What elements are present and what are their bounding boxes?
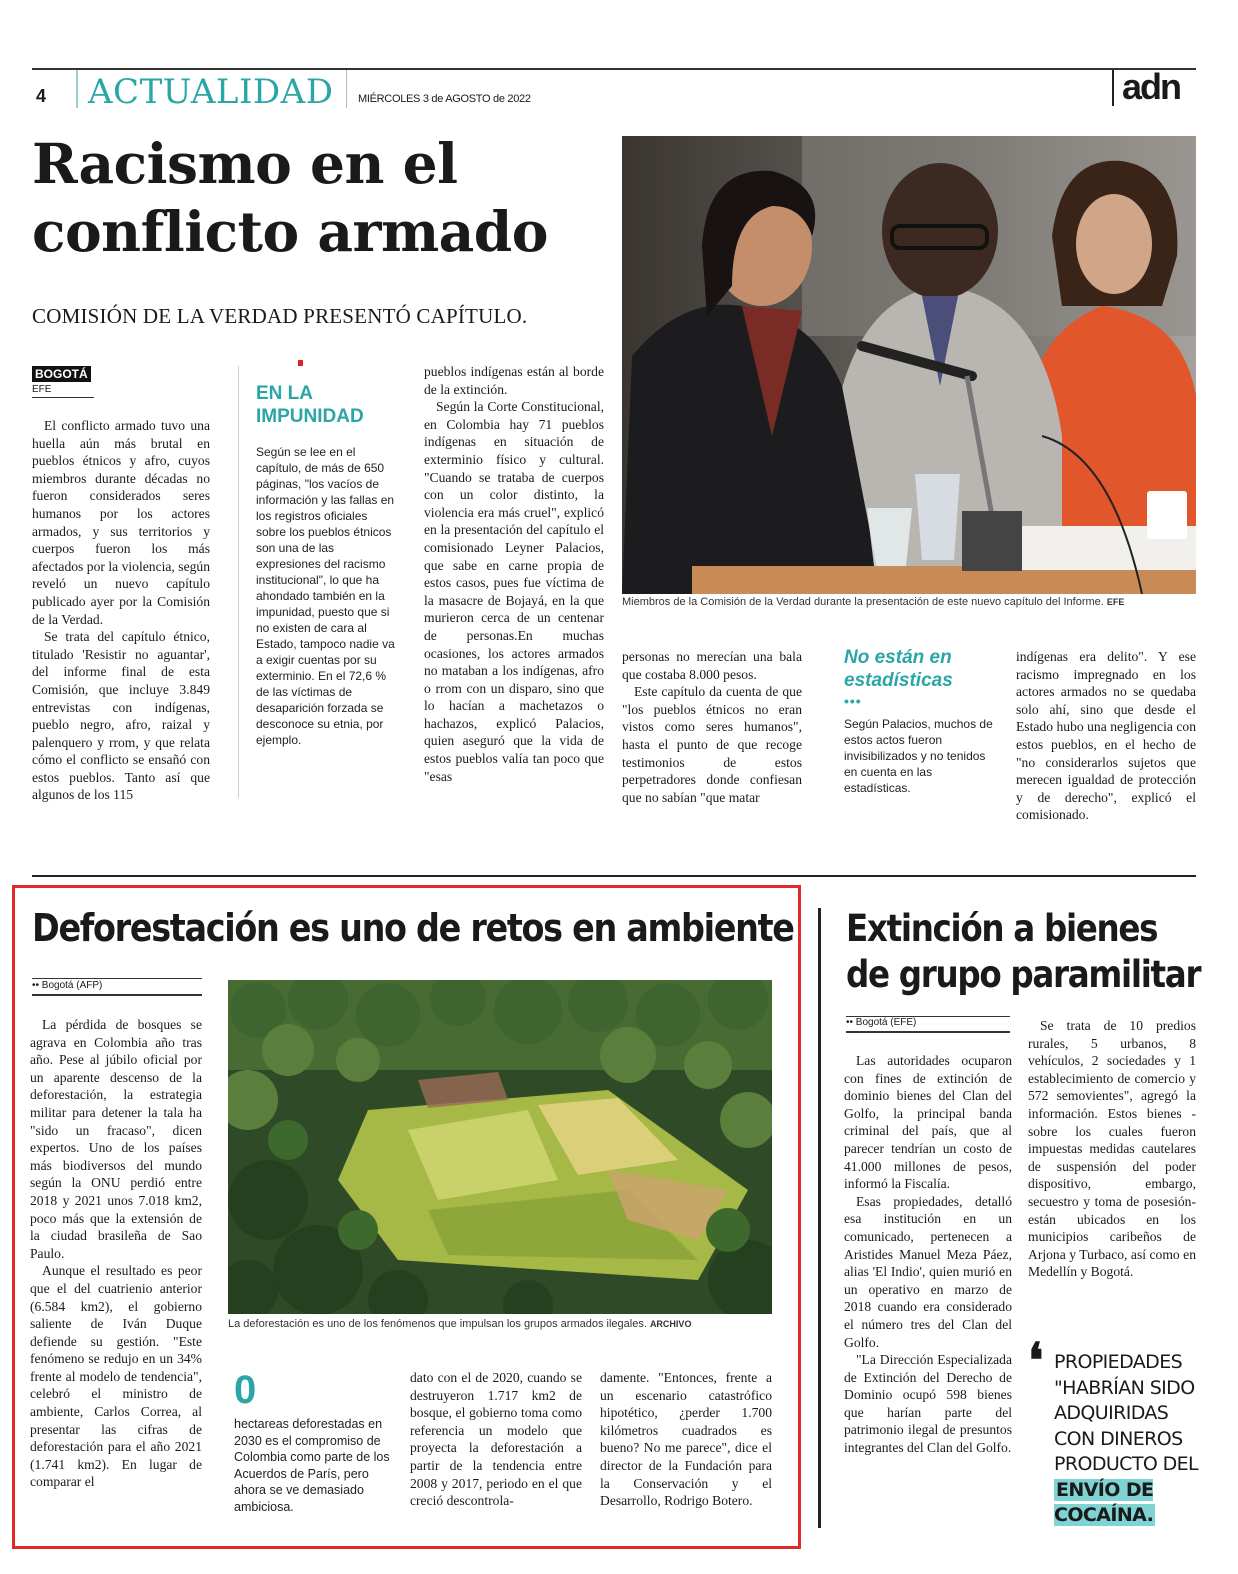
main-column-1 xyxy=(32,417,210,804)
header-rule xyxy=(32,68,1196,70)
dateline: BOGOTÁ xyxy=(32,366,91,382)
pull-quote xyxy=(1054,1350,1204,1529)
forest-aerial-illustration xyxy=(228,980,772,1314)
deforestation-column-3 xyxy=(410,1369,582,1510)
quote-mark-icon: ❛ xyxy=(1028,1335,1044,1388)
paragraph: Aunque el resultado es peor que el del cuatrienio anterior (6.584 km2), el gobierno saliente de Iván Duque defiende su gestión. "Este fenómeno se redujo en un 34% frente al modelo de tendencia", celebró el ministro de ambiente, Carlos Correa, al presentar las cifras de deforestación para el año 2021 (1.741 km2). En lugar de comparar el xyxy=(30,1263,202,1490)
agency-label: EFE xyxy=(32,384,52,395)
main-column-4 xyxy=(622,648,802,806)
paragraph: La pérdida de bosques se agrava en Colombia año tras año. Pese al júbilo oficial por un aparente descenso de la deforestación, la estrategia militar para detener la tala ha "sido un fracaso", dicen expertos. Uno de los países más biodiversos del mundo según la ONU perdió entre 2018 y 2021 unos 7.018 km2, poco más que la extensión de la ciudad brasileña de Sao Paulo. xyxy=(30,1017,202,1261)
byline-rule xyxy=(846,1031,1010,1033)
caption-text: La deforestación es uno de los fenómenos que impulsan los grupos armados ilegales. xyxy=(228,1318,647,1330)
extinction-headline xyxy=(846,906,1200,998)
pull-quote-highlight: ENVÍO DE COCAÍNA. xyxy=(1054,1478,1154,1526)
section-name: ACTUALIDAD xyxy=(88,72,334,112)
headline-line: Extinción a bienes xyxy=(846,907,1158,950)
paragraph: "La Dirección Especializada de Extinción del Derecho de Dominio ocupó 598 bienes que harían parte del patrimonio ilegal de presuntos integrantes del Clan del Golfo. xyxy=(844,1352,1012,1456)
photo-caption-text: Miembros de la Comisión de la Verdad durante la presentación de este nuevo capítulo del Informe. xyxy=(622,596,1104,608)
agency-rule xyxy=(32,397,94,398)
commission-photo-illustration xyxy=(622,136,1196,594)
deforestation-column-4 xyxy=(600,1369,772,1510)
paragraph: Este capítulo da cuenta de que "los pueblos étnicos no eran vistos como seres humanos", hasta el punto de que recoge testimonios de estos perpetradores donde confiesan que no sabían "que matar xyxy=(622,684,802,805)
photo-credit: EFE xyxy=(1106,597,1125,607)
impunity-sidebar-title xyxy=(256,382,386,428)
main-deck: COMISIÓN DE LA VERDAD PRESENTÓ CAPÍTULO. xyxy=(32,304,528,328)
page-number: 4 xyxy=(36,86,47,106)
section-divider xyxy=(76,70,78,108)
paragraph: personas no merecían una bala que costaba 8.000 pesos. xyxy=(622,649,802,682)
paragraph: Se trata del capítulo étnico, titulado 'Resistir no aguantar', del informe final de esta Comisión, que incluye 3.849 entrevistas con indígenas, pueblo negro, afro, raizal y palenquero y rrom, y que relata cómo el conflicto se ensañó con estos pueblos. Tanto así que algunos de los 115 xyxy=(32,629,210,803)
extinction-column-1 xyxy=(844,1052,1012,1457)
stats-dots: ••• xyxy=(844,693,862,709)
main-column-3 xyxy=(424,363,604,785)
section-rule xyxy=(32,875,1196,877)
deforestation-byline: •• Bogotá (AFP) xyxy=(32,980,103,991)
paragraph: indígenas era delito". Y ese racismo impregnado en los actores armados no se quedaba solo ahí, sino que desde el Estado hubo una negligencia con estos pueblos, en el hecho de "no considerarlos sujetos que merecen igualdad de protección y de derecho", explicó el comisionado. xyxy=(1016,649,1196,823)
stats-title-text: No están en estadísticas xyxy=(844,647,953,691)
deforestation-caption xyxy=(228,1318,691,1330)
paragraph: pueblos indígenas están al borde de la extinción. xyxy=(424,364,604,397)
paragraph: dato con el de 2020, cuando se destruyeron 1.717 km2 de bosque, el gobierno toma como referencia un modelo que proyecta la deforestación a partir de la tendencia entre 2008 y 2017, periodo en el que creció descontrola- xyxy=(410,1370,582,1509)
hectares-figure: 0 xyxy=(234,1368,257,1412)
adn-logo: adn xyxy=(1122,66,1181,107)
deforestation-column-1 xyxy=(30,1016,202,1491)
deforestation-headline: Deforestación es uno de retos en ambiente xyxy=(32,906,794,950)
accent-marker xyxy=(298,360,303,366)
photo-credit: ARCHIVO xyxy=(649,1319,692,1329)
paragraph: Se trata de 10 predios rurales, 5 urbanos, 8 vehículos, 2 sociedades y 1 establecimiento de comercio y 572 semovientes", agregó la información. Estos bienes -sobre los cuales fueron impuestas medidas cautelares de suspensión del poder dispositivo, embargo, secuestro y toma de posesión- están ubicados en los municipios caribeños de Arjona y Turbaco, así como en Medellín y Bogotá. xyxy=(1028,1018,1196,1280)
impunity-sidebar-text: Según se lee en el capítulo, de más de 650 páginas, "los vacíos de información y las fallas en los registros oficiales sobre los pueblos étnicos son una de las expresiones del racismo institucional", lo que ha ahondado también en la impunidad, puesto que si no existen de cara al Estado, tampoco nadie va a exigir cuentas por su exterminio. En el 72,6 % de las víctimas de desaparición forzada se desconoce su etnia, por ejemplo. xyxy=(256,445,395,747)
photo-caption xyxy=(622,596,1196,608)
paragraph: Las autoridades ocuparon con fines de extinción de dominio bienes del Clan del Golfo, la principal banda criminal del país, que al parecer tendrían un costo de 41.000 millones de pesos, informó la Fiscalía. xyxy=(844,1053,1012,1192)
commission-photo xyxy=(622,136,1196,594)
extinction-column-2 xyxy=(1028,1017,1196,1281)
issue-date: MIÉRCOLES 3 de AGOSTO de 2022 xyxy=(358,93,531,105)
main-headline: Racismo en el conflicto armado xyxy=(32,131,548,264)
byline-rule xyxy=(32,978,202,979)
headline-line: de grupo paramilitar xyxy=(846,953,1201,996)
stats-sidebar-text: Según Palacios, muchos de estos actos fueron invisibilizados y no tenidos en cuenta en las estadísticas. xyxy=(844,717,993,795)
byline-rule xyxy=(32,994,202,996)
main-column-6 xyxy=(1016,648,1196,824)
paragraph: Esas propiedades, detalló esa institución en un comunicado, pertenecen a Aristides Manuel Meza Páez, alias 'El Indio', quien murió en un operativo en marzo de 2018 cuando era considerado el número tres del Clan del Golfo. xyxy=(844,1193,1012,1350)
deforestation-photo xyxy=(228,980,772,1314)
paragraph: damente. "Entonces, frente a un escenario catastrófico hipotético, ¿perder 1.700 kilómetros cuadrados es bueno? No me parece", dice el director de la Fundación para la Conservación y el Desarrollo, Rodrigo Botero. xyxy=(600,1370,772,1509)
pull-quote-text: PROPIEDADES "HABRÍAN SIDO ADQUIRIDAS CON DINEROS PRODUCTO DEL xyxy=(1054,1351,1199,1475)
extinction-byline: •• Bogotá (EFE) xyxy=(846,1017,917,1028)
logo-divider xyxy=(1112,70,1114,106)
column-divider xyxy=(818,908,821,1528)
paragraph: El conflicto armado tuvo una huella aún más brutal en pueblos étnicos y afro, cuyos miembros durante décadas no fueron considerados seres humanos por los actores armados, y sus territorios y cuerpos fueron los más afectados por la violencia, según reveló un nuevo capítulo publicado ayer por la Comisión de la Verdad. xyxy=(32,418,210,627)
impunity-title-text: EN LA IMPUNIDAD xyxy=(256,383,364,427)
date-divider xyxy=(346,70,347,108)
stats-sidebar-title xyxy=(844,646,984,692)
hectares-figure-text: hectareas deforestadas en 2030 es el compromiso de Colombia como parte de los Acuerdos de París, pero ahora se ve demasiado ambiciosa. xyxy=(234,1417,390,1514)
paragraph: Según la Corte Constitucional, en Colombia hay 71 pueblos indígenas en situación de exterminio físico y cultural. "Cuando se trataba de cuerpos con un color distinto, la violencia era más cruel", explicó en la presentación del capítulo el comisionado Leyner Palacios, que sabe en carne propia de estos casos, pues fue víctima de la masacre de Bojayá, en la que murieron cerca de un centenar de personas.En muchas ocasiones, los actores armados no mataban a los indígenas, afro o rrom con un disparo, sino que lo hacían a machetazos o hachazos, explicó Palacios, quien aseguró que la vida de estos pueblos valía tan poco que "esas xyxy=(424,399,604,784)
sidebar-rule xyxy=(238,366,239,798)
